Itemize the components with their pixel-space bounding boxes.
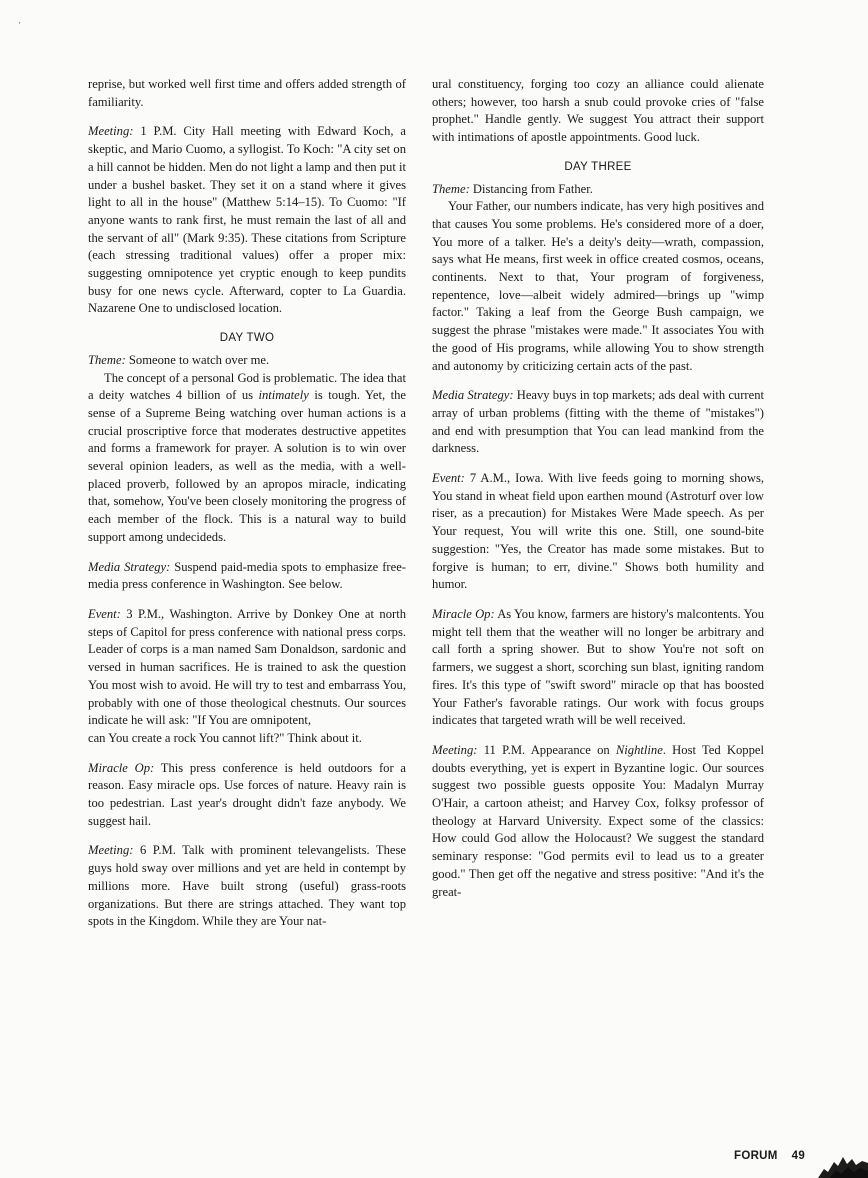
right-column — [432, 76, 764, 913]
emphasis: intimately — [258, 388, 309, 403]
theme-entry — [88, 352, 406, 370]
left-column — [88, 76, 406, 943]
entry-text: . Host Ted Koppel doubts everything, yet is expert in Byzantine logic. Our sources suggest two possible guests opposite You: Madalyn Murray O'Hair, a cartoon atheist; and Harvey Cox, folksy professor of theology at Harvard University. Expect some of the classics: How could God allow the Holocaust? We suggest the standard seminary response: "God permits evil to lead us to a greater good." Then get off the negative and stress positive: "And it's the great- — [432, 742, 764, 899]
meeting-entry — [88, 123, 406, 318]
entry-label: Theme: — [432, 181, 470, 196]
event-entry — [432, 470, 764, 594]
miracle-op-entry — [432, 606, 764, 730]
media-strategy-entry — [432, 387, 764, 458]
entry-label: Event: — [432, 471, 465, 486]
corner-mark: ⋅ — [18, 18, 22, 28]
page-footer — [734, 1150, 805, 1162]
text-run: The concept of a personal God is problematic. The idea that a deity watches 4 billion of us — [88, 370, 406, 403]
paragraph: reprise, but worked well first time and offers added strength of familiarity. — [88, 77, 406, 109]
entry-text: 3 P.M., Washington. Arrive by Donkey One at north steps of Capitol for press conference with national press corps. Leader of corps is a man named Sam Donaldson, sardonic and versed in human sacrifices. He is trained to ask the question You most wish to avoid. He will try to test and embarrass You, probably with one of those theological chestnuts. Our sources indicate he will ask: "If You are omnipotent, — [88, 606, 406, 728]
event-entry — [88, 606, 406, 730]
magazine-name: FORUM — [734, 1150, 778, 1162]
day-heading: DAY TWO — [219, 332, 275, 345]
entry-label: Media Strategy: — [432, 388, 514, 403]
event-entry-continued: can You create a rock You cannot lift?" Think about it. — [88, 730, 362, 745]
entry-label: Miracle Op: — [88, 760, 155, 775]
entry-label: Meeting: — [432, 742, 478, 757]
entry-text: Suspend paid-media spots to emphasize free-media press conference in Washington. See below. — [88, 559, 406, 592]
entry-label: Meeting: — [88, 124, 134, 139]
meeting-entry — [432, 742, 764, 901]
entry-label: Event: — [88, 606, 121, 621]
scan-ink-smudge — [810, 1152, 868, 1178]
paragraph: ural constituency, forging too cozy an alliance could alienate others; however, too harsh a snub could provoke cries of "false prophet." Handle gently. We suggest You attract their support with intimations of apostle appointments. Good luck. — [432, 77, 764, 145]
entry-label: Meeting: — [88, 843, 134, 858]
paragraph: Your Father, our numbers indicate, has very high positives and that causes You some problems. He's considered more of a doer, You more of a talker. He's a deity's deity—wrath, compassion, says what He means, first week in office created cosmos, oceans, continents. Next to that, Your program of forgiveness, repentence, love—albeit widely admired—brings up "wimp factor." Taking a leaf from the George Bush campaign, we suggest the phrase "mistakes were made." It associates You with the good of His programs, while allowing You to show strength and autonomy by criticizing certain acts of the past. — [432, 199, 764, 373]
entry-text: As You know, farmers are history's malcontents. You might tell them that the weather will no longer be arbitrary and call forth a spring shower. But to show You're not soft on farmers, we suggest a short, scorching sun blast, igniting random fires. It's this type of "swift sword" miracle op that has boosted Your Father's favorable ratings. Our work with focus groups indicates that targeted wrath will be well received. — [432, 606, 764, 728]
theme-entry — [432, 181, 764, 199]
day-heading: DAY THREE — [564, 160, 632, 173]
paragraph — [88, 370, 406, 547]
entry-text: Someone to watch over me. — [125, 352, 270, 367]
show-title: Nightline — [615, 742, 663, 757]
text-run: is tough. Yet, the sense of a Supreme Being watching over human actions is a crucial proscriptive force that moderates destructive appetites and forms a framework for prayer. A solution is to win over several opinion leaders, as well as the media, with a well-placed proverb, followed by an apropos miracle, indicating that, somehow, You've been closely monitoring the progress of each member of the flock. This is a natural way to build support among undecideds. — [88, 388, 406, 544]
entry-text: 1 P.M. City Hall meeting with Edward Koch, a skeptic, and Mario Cuomo, a syllogist. To Koch: "A city set on a hill cannot be hidden. Men do not light a lamp and then put it under a bushel basket. They set it on a stand where it gives light to all in the house" (Matthew 5:14–15). To Cuomo: "If anyone wants to rank first, he must remain the last of all and the servant of all" (Mark 9:35). These citations from Scripture (each stressing traditional values) offer a proper mix: suggesting omnipotence yet cryptic enough to keep pundits busy for one news cycle. Afterward, copter to La Guardia. Nazarene One to undisclosed location. — [88, 124, 406, 316]
entry-text: Distancing from Father. — [469, 181, 593, 196]
page-number: 49 — [791, 1150, 806, 1162]
meeting-entry — [88, 842, 406, 931]
miracle-op-entry — [88, 760, 406, 831]
entry-text: 11 P.M. Appearance on — [477, 742, 616, 757]
entry-label: Miracle Op: — [432, 606, 495, 621]
entry-label: Media Strategy: — [88, 559, 171, 574]
entry-text: 7 A.M., Iowa. With live feeds going to morning shows, You stand in wheat field upon earthen mound (Astroturf over low riser, as a precaution) for Mistakes Were Made speech. As per Your request, You will write this one. Still, one sound-bite suggestion: "Yes, the Creator has made some mistakes. But to forgive is human; to err, divine." Shows both humility and humor. — [432, 471, 764, 592]
media-strategy-entry — [88, 559, 406, 594]
entry-text: 6 P.M. Talk with prominent televangelists. These guys hold sway over millions and yet are held in contempt by millions more. Have built strong (useful) grass-roots organizations. But there are strings attached. They want top spots in the Kingdom. While they are Your nat- — [88, 843, 406, 929]
entry-text: This press conference is held outdoors for a reason. Easy miracle ops. Use forces of nature. Heavy rain is too pedestrian. Last year's drought didn't faze anybody. We suggest hail. — [88, 760, 406, 828]
entry-label: Theme: — [88, 352, 126, 367]
entry-text: Heavy buys in top markets; ads deal with current array of urban problems (fitting with the theme of "mistakes") and end with presumption that You can lead mankind from the darkness. — [432, 388, 765, 456]
